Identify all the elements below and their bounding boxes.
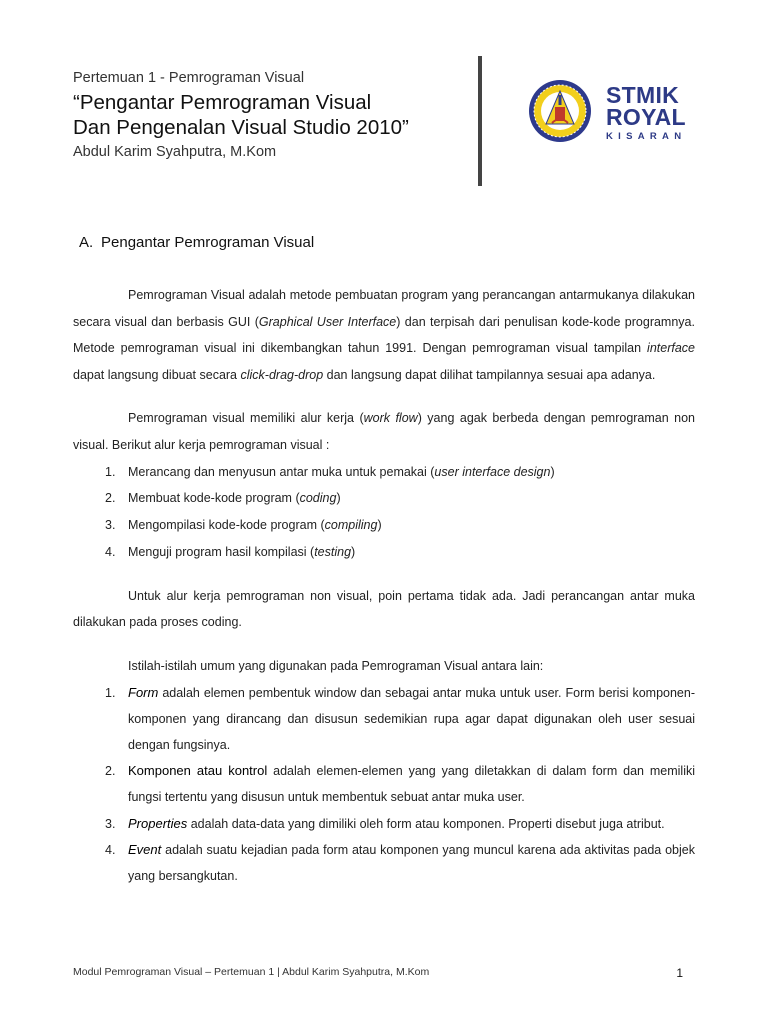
text-run: ) yang agak berbeda dengan pemrograman non visual. Berikut alur kerja pemrograman visual :: [73, 411, 696, 452]
text-run: ): [351, 544, 356, 559]
term-definition: adalah elemen pembentuk window dan sebagai antar muka untuk user. Form berisi komponen-komponen yang dirancang dan disusun sedemikian rupa agar dapat digunakan oleh user sesuai dengan fungsinya.: [128, 685, 695, 752]
term-label: Properties: [128, 815, 188, 831]
text-run: ) dan terpisah dari penulisan kode-kode programnya. Metode pemrograman visual ini dikembangkan tahun 1991. Dengan pemrograman visual tampilan: [73, 314, 695, 356]
document-body: [73, 282, 695, 889]
document-header: [73, 68, 473, 162]
text-run: Pemrograman visual memiliki alur kerja (: [128, 411, 364, 426]
list-number: 2.: [105, 764, 116, 779]
list-number: 1.: [105, 464, 116, 479]
term-label: Form: [128, 684, 159, 700]
text-run: Menguji program hasil kompilasi (: [128, 544, 315, 559]
list-number: 3.: [105, 816, 116, 831]
stmik-royal-logo: [528, 79, 592, 143]
section-label: A.: [79, 234, 94, 251]
italic-run: click-drag-drop: [240, 367, 324, 382]
title-line-1: “Pengantar Pemrograman Visual: [73, 91, 372, 114]
text-run: Mengompilasi kode-kode program (: [128, 518, 325, 533]
list-number: 1.: [105, 685, 116, 700]
list-item: [73, 539, 695, 566]
list-item: [73, 512, 695, 539]
list-item: [73, 485, 695, 512]
italic-run: testing: [314, 544, 352, 559]
list-item: [73, 680, 695, 759]
list-number: 3.: [105, 518, 116, 533]
italic-run: work flow: [363, 411, 418, 426]
footer-text: Modul Pemrograman Visual – Pertemuan 1 | Abdul Karim Syahputra, M.Kom: [73, 966, 430, 978]
text-run: Merancang dan menyusun antar muka untuk pemakai (: [128, 464, 435, 479]
page-footer: [73, 966, 683, 978]
brand-block: [606, 84, 686, 142]
paragraph-terms-intro: Istilah-istilah umum yang digunakan pada Pemrograman Visual antara lain:: [128, 658, 544, 673]
text-run: Pemrograman Visual adalah metode pembuatan program yang perancangan antarmukanya dilakukan secara visual dan berbasis GUI (: [73, 288, 695, 329]
text-run: ): [336, 491, 341, 506]
italic-run: interface: [647, 341, 695, 356]
meeting-label: Pertemuan 1 - Pemrograman Visual: [73, 70, 305, 86]
brand-stmik: STMIK: [606, 82, 680, 108]
page-number: 1: [676, 966, 683, 980]
text-run: Membuat kode-kode program (: [128, 491, 300, 506]
italic-run: coding: [299, 491, 337, 506]
terms-list: [73, 680, 695, 890]
paragraph-workflow-intro: [73, 405, 695, 458]
list-number: 4.: [105, 842, 116, 857]
list-item: [73, 811, 695, 837]
brand-royal: ROYAL: [606, 104, 686, 130]
list-number: 2.: [105, 491, 116, 506]
list-item: [73, 758, 695, 810]
section-heading: [79, 234, 314, 251]
workflow-list: [73, 459, 695, 566]
italic-run: user interface design: [434, 464, 551, 479]
text-run: dapat langsung dibuat secara: [73, 367, 241, 382]
brand-kisaran: KISARAN: [606, 131, 687, 142]
paragraph-intro: [73, 282, 695, 388]
document-title: [73, 90, 473, 140]
author-name: Abdul Karim Syahputra, M.Kom: [73, 144, 277, 160]
title-line-2: Dan Pengenalan Visual Studio 2010”: [73, 116, 409, 139]
italic-run: compiling: [324, 518, 378, 533]
term-definition: adalah data-data yang dimiliki oleh form atau komponen. Properti disebut juga atribut.: [187, 816, 665, 831]
text-run: ): [377, 518, 382, 533]
header-divider: [478, 56, 482, 186]
term-label: Event: [128, 841, 162, 857]
term-definition: adalah elemen-elemen yang yang diletakkan di dalam form dan memiliki fungsi tertentu yang disusun untuk membentuk sebuat antar muka user.: [128, 764, 695, 805]
term-definition: adalah suatu kejadian pada form atau komponen yang muncul karena ada aktivitas pada objek yang bersangkutan.: [128, 842, 695, 883]
paragraph-non-visual: Untuk alur kerja pemrograman non visual, poin pertama tidak ada. Jadi perancangan antar muka dilakukan pada proses coding.: [73, 588, 695, 630]
list-item: [73, 459, 695, 486]
list-number: 4.: [105, 544, 116, 559]
italic-run: Graphical User Interface: [258, 314, 397, 329]
text-run: dan langsung dapat dilihat tampilannya sesuai apa adanya.: [323, 367, 656, 382]
list-item: [73, 837, 695, 889]
text-run: ): [550, 464, 555, 479]
section-title: Pengantar Pemrograman Visual: [101, 234, 315, 251]
term-label: Komponen atau kontrol: [128, 763, 268, 779]
